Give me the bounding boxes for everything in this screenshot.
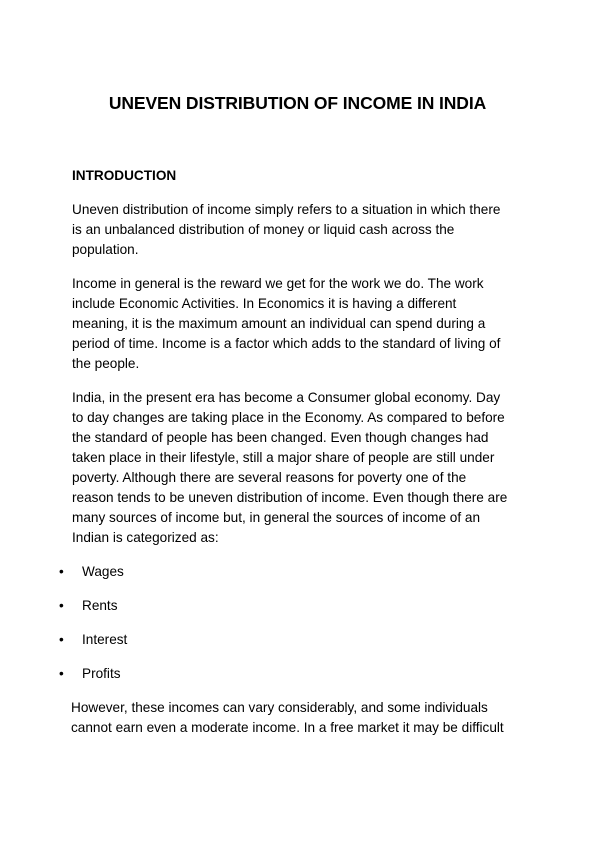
text-line: is an unbalanced distribution of money or liquid cash across the — [72, 222, 455, 237]
income-sources-list — [59, 562, 527, 684]
text-line: Indian is categorized as: — [72, 530, 219, 545]
text-line: the standard of people has been changed. Even though changes had — [72, 430, 489, 445]
text-line: Uneven distribution of income simply refers to a situation in which there — [72, 202, 501, 217]
text-line: the people. — [72, 356, 140, 371]
list-item-label: Profits — [82, 666, 121, 681]
bullet-icon: • — [59, 598, 64, 613]
document-title: UNEVEN DISTRIBUTION OF INCOME IN INDIA — [108, 93, 487, 113]
list-item-label: Rents — [82, 598, 118, 613]
closing-paragraph — [71, 698, 527, 738]
text-line: include Economic Activities. In Economics it is having a different — [72, 296, 457, 311]
text-line: India, in the present era has become a Consumer global economy. Day — [72, 390, 501, 405]
paragraph-2 — [72, 274, 527, 374]
list-item-label: Wages — [82, 564, 124, 579]
list-item — [59, 596, 527, 616]
bullet-icon: • — [59, 632, 64, 647]
text-line: many sources of income but, in general the sources of income of an — [72, 510, 481, 525]
text-line: reason tends to be uneven distribution of income. Even though there are — [72, 490, 508, 505]
text-line: Income in general is the reward we get for the work we do. The work — [72, 276, 484, 291]
text-line: meaning, it is the maximum amount an individual can spend during a — [72, 316, 486, 331]
list-item — [59, 630, 527, 650]
list-item — [59, 562, 527, 582]
text-line: population. — [72, 242, 139, 257]
document-body — [59, 166, 527, 738]
text-line: cannot earn even a moderate income. In a free market it may be difficult — [71, 720, 504, 735]
paragraph-1 — [72, 200, 527, 260]
list-item — [59, 664, 527, 684]
section-heading: INTRODUCTION — [72, 168, 177, 183]
text-line: However, these incomes can vary considerably, and some individuals — [71, 700, 488, 715]
bullet-icon: • — [59, 564, 64, 579]
text-line: poverty. Although there are several reasons for poverty one of the — [72, 470, 467, 485]
text-line: taken place in their lifestyle, still a major share of people are still under — [72, 450, 495, 465]
text-line: to day changes are taking place in the Economy. As compared to before — [72, 410, 505, 425]
paragraph-3 — [72, 388, 527, 548]
list-item-label: Interest — [82, 632, 128, 647]
bullet-icon: • — [59, 666, 64, 681]
text-line: period of time. Income is a factor which adds to the standard of living of — [72, 336, 501, 351]
